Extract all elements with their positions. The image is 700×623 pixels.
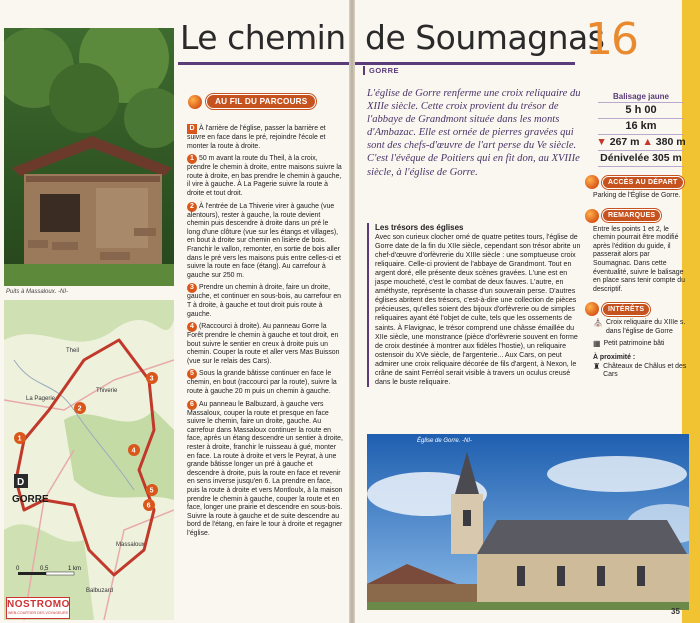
route-step bbox=[187, 124, 343, 151]
acces-head bbox=[585, 175, 689, 189]
orange-ball-icon bbox=[585, 209, 599, 223]
map-place-label: La Pagerie bbox=[26, 396, 56, 402]
map-place-label: Thiverie bbox=[96, 388, 118, 394]
svg-text:4: 4 bbox=[131, 447, 136, 455]
section-parcours-head bbox=[188, 94, 316, 109]
intro-text: L'église de Gorre renferme une croix reliquaire du XIIIe siècle. Cette croix provient du trésor de l'abbaye de Grandmont située dans les monts d'Ambazac. Elle est ornée de pierres gravées qui sont des chefs-d'œuvre de l'art perse du Ve siècle. C'est l'évêque de Poitiers qui en fit don, au XVIIIe siècle, à l'église de Gorre. bbox=[367, 88, 581, 178]
altitude-values bbox=[593, 136, 689, 149]
svg-text:3: 3 bbox=[149, 375, 154, 383]
map-place-label: Theil bbox=[66, 348, 80, 354]
photo-caption-left: Puits à Massaloux. -NI- bbox=[6, 289, 69, 295]
svg-text:5: 5 bbox=[149, 487, 154, 495]
church-icon: ⛪ bbox=[593, 318, 603, 328]
route-step bbox=[187, 283, 343, 319]
right-page bbox=[353, 0, 700, 623]
map-scale-label: 0,5 bbox=[40, 566, 49, 572]
interet-item bbox=[593, 340, 689, 349]
orange-ball-icon bbox=[188, 95, 202, 109]
alt-max: 380 m bbox=[655, 136, 686, 148]
remarques-text: Entre les points 1 et 2, le chemin pourrait être modifié après l'édition du guide, il passerait alors par Soumagnac. Dans cette éventualité, suivre le balisage en place sans tenir compte du descriptif. bbox=[593, 225, 685, 293]
logo-tagline: WEB-COURTIER DES VOYAGEURS bbox=[8, 611, 68, 615]
acces-title: ACCÈS AU DÉPART bbox=[602, 176, 684, 189]
distance-value: 16 km bbox=[625, 120, 657, 132]
page-title-left: Le chemin bbox=[180, 18, 346, 57]
article-heading: Les trésors des églises bbox=[375, 223, 464, 232]
map-place-label: Massaloux bbox=[116, 542, 145, 548]
arrow-down-icon: ▼ bbox=[596, 136, 607, 148]
divider bbox=[598, 150, 684, 151]
route-step bbox=[187, 369, 343, 396]
interets-title: INTÉRÊTS bbox=[602, 303, 650, 316]
acces-text: Parking de l'Église de Gorre. bbox=[593, 192, 681, 199]
balisage-label: Balisage jaune bbox=[612, 92, 670, 101]
route-step bbox=[187, 322, 343, 366]
step-marker: 2 bbox=[187, 202, 197, 212]
step-text: Prendre un chemin à droite, faire un droite, gauche, et continuer en sous-bois, au carrefour en T à droite, à gauche et tout droit puis route à gauche. bbox=[187, 284, 341, 318]
divider bbox=[598, 102, 684, 103]
step-marker: 5 bbox=[187, 369, 197, 379]
divider bbox=[598, 118, 684, 119]
step-marker: 6 bbox=[187, 400, 197, 410]
title-rule bbox=[178, 62, 351, 65]
nostromo-logo bbox=[6, 597, 70, 619]
step-text: 50 m avant la route du Theil, à la croix, prendre le chemin à droite, entre maisons suivre la route à droite, en bas prendre le chemin à gauche, il vire à gauche. À La Pagerie suivre la route à droite et tout droit. bbox=[187, 155, 342, 197]
logo-name: NOSTROMO bbox=[7, 599, 70, 610]
divider bbox=[598, 134, 684, 135]
well-photo bbox=[4, 28, 174, 286]
interet-text: Croix reliquaire du XIIIe s. dans l'église de Gorre bbox=[605, 319, 686, 335]
alt-min: 267 m bbox=[609, 136, 640, 148]
map-place-label: Balbuzard bbox=[86, 588, 114, 594]
photo-caption-right: Église de Gorre. -NI- bbox=[417, 438, 473, 444]
remarques-head bbox=[585, 209, 689, 223]
article-text: Avec son curieux clocher orné de quatre petites tours, l'église de Gorre date de la fin du XIIe siècle, cependant son trésor abrite un chef-d'œuvre d'orfèvrerie du XIIIe siècle : une somptueuse croix reliquaire. Celle-ci provient de l'abbaye de Grandmont. Tout en argent doré, elle présente deux scènes gravées. L'une est en jaspe moucheté, c'est le combat de deux fauves. L'autre, en améthyste, représente la chasse d'un souverain perse. D'autres églises abritent des trésors, c'est-à-dire une collection de pièces précieuses, qu'elles soient des bijoux d'orfèvrerie ou de simples reliquaires ayant été l'objet de culte, tels que les ossements de saints. À Flavignac, le trésor comprend une châsse émaillée du XIIe siècle, une monstrance (pièce d'orfèvrerie souvent en forme de croix destinée à montrer aux fidèles l'hostie), un reliquaire ostensoir du XVe siècle, de l'argenterie... Aux Cars, on peut admirer une croix reliquaire décorée de fils d'argent, à Nexon, le crâne de saint Ferréol serait visible à travers un oculus creusé dans le buste reliquaire. bbox=[375, 233, 581, 386]
interet-text: Petit patrimoine bâti bbox=[603, 339, 665, 347]
route-step bbox=[187, 400, 343, 539]
church-photo bbox=[367, 434, 689, 610]
arrow-up-icon: ▲ bbox=[642, 136, 653, 148]
route-step bbox=[187, 154, 343, 198]
step-text: (Raccourci à droite). Au panneau Gorre la Forêt prendre le chemin à gauche et tout droit, en bout suivre le sentier en creux à droite puis un chemin. Couper la route et aller vers Mas Buisson (vue sur le relais des Cars). bbox=[187, 323, 340, 365]
step-text: À l'entrée de La Thiverie virer à gauche (vue alentours), rester à gauche, la route devient chemin puis descendre à droite dans un pré le long d'une clôture (vue sur les étangs et villages), en bout à droite sur chemin en lisière de bois. Franchir le vallon, remonter, en sortie de bois aller dans le pré vers les maisons puis entre celles-ci et suivre la route en face (étang). Au carrefour à gauche sur 250 m. bbox=[187, 202, 341, 279]
svg-text:1: 1 bbox=[17, 435, 22, 443]
step-marker: 4 bbox=[187, 322, 197, 332]
remarques-title: REMARQUES bbox=[602, 209, 661, 222]
building-icon: ▦ bbox=[593, 338, 601, 348]
page-title-right: de Soumagnas bbox=[365, 18, 605, 57]
step-marker: 1 bbox=[187, 154, 197, 164]
divider bbox=[598, 166, 684, 167]
step-marker: D bbox=[187, 124, 197, 134]
svg-text:6: 6 bbox=[146, 502, 151, 510]
orange-ball-icon bbox=[585, 175, 599, 189]
interet-item bbox=[593, 319, 689, 336]
map-start-label: D bbox=[17, 477, 25, 488]
route-step bbox=[187, 202, 343, 281]
section-parcours-title: AU FIL DU PARCOURS bbox=[206, 94, 316, 109]
article-body bbox=[367, 223, 581, 387]
location-tag: GORRE bbox=[363, 66, 399, 75]
proximite-item bbox=[593, 363, 689, 380]
map-start-name: GORRE bbox=[12, 494, 49, 505]
orange-ball-icon bbox=[585, 302, 599, 316]
title-rule bbox=[353, 62, 575, 65]
page-number: 35 bbox=[671, 607, 680, 616]
proximite-text: Châteaux de Châlus et des Cars bbox=[603, 362, 687, 379]
proximite-label: À proximité : bbox=[593, 354, 636, 362]
route-info-sidebar bbox=[593, 92, 689, 380]
step-text: À l'arrière de l'église, passer la barrière et suivre en face dans le pré, rejoindre l'école et monter la route à droite. bbox=[187, 125, 326, 150]
duration-value: 5 h 00 bbox=[625, 104, 657, 116]
map-scale-label: 0 bbox=[16, 566, 20, 572]
step-text: Sous la grande bâtisse continuer en face le chemin, en bout (raccourci par la route), suivre la route à gauche 20 m puis un chemin à gauche. bbox=[187, 370, 337, 396]
step-text: Au panneau le Balbuzard, à gauche vers Massaloux, couper la route et presque en face suivre le chemin, faire un droite, gauche. Au carrefour dans Massaloux continuer la route en face, après un étang descendre un sentier à droite, rester à droite, franchir le ruisseau à gué, monter en face. La route à droite et vers le Peyrat, à une grande bâtisse longer un pré à gauche et descendre à droite, puis la route en face et revenir en sens inverse jusqu'en 6. La prendre en face, puis la route à droite et vers Montloulx, à la maison prendre le chemin à gauche, couper la route et en face, longer une prairie et descendre en sous-bois. Suivre la route à gauche et de suite descendre au bord de l'étang, en faire le tour à droite et regagner l'église. bbox=[187, 400, 343, 537]
castle-icon: ♜ bbox=[593, 361, 601, 371]
route-map bbox=[4, 300, 174, 620]
map-scale-label: 1 km bbox=[68, 566, 82, 572]
book-gutter bbox=[349, 0, 355, 623]
denivele-value: Dénivelée 305 m bbox=[600, 152, 682, 164]
route-steps bbox=[187, 124, 343, 542]
svg-text:2: 2 bbox=[77, 405, 82, 413]
step-marker: 3 bbox=[187, 283, 197, 293]
interets-head bbox=[585, 302, 689, 316]
route-number: 16 bbox=[585, 14, 637, 65]
